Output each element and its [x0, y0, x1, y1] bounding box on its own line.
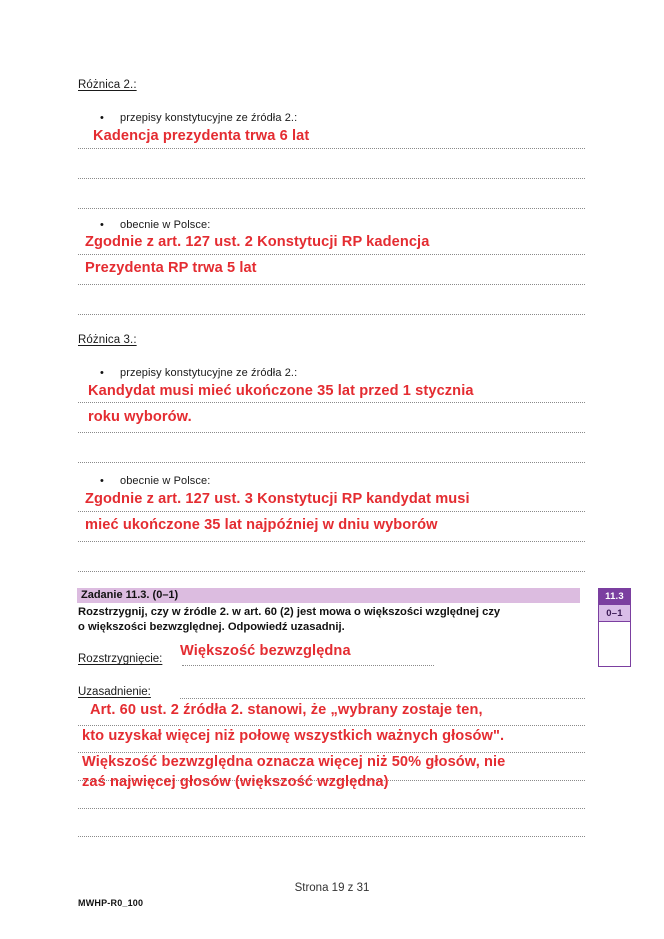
justification-rule[interactable] — [78, 808, 585, 809]
handwritten-justification-line: zaś najwięcej głosów (większość względna) — [82, 774, 389, 790]
answer-rule[interactable] — [78, 284, 585, 285]
handwritten-answer: Kadencja prezydenta trwa 6 lat — [93, 128, 310, 144]
justification-rule[interactable] — [78, 725, 585, 726]
task-header-label: Zadanie 11.3. (0–1) — [81, 589, 179, 601]
score-box-point-range: 0–1 — [599, 605, 630, 622]
answer-rule[interactable] — [78, 432, 585, 433]
answer-rule[interactable] — [78, 541, 585, 542]
answer-rule[interactable] — [78, 462, 585, 463]
footer-page-number: Strona 19 z 31 — [294, 882, 370, 894]
answer-rule[interactable] — [78, 314, 585, 315]
justification-label: Uzasadnienie: — [78, 686, 151, 698]
bullet-icon: • — [100, 367, 104, 379]
handwritten-answer: roku wyborów. — [88, 409, 192, 425]
bullet-icon: • — [100, 219, 104, 231]
answer-rule[interactable] — [78, 178, 585, 179]
handwritten-answer: Zgodnie z art. 127 ust. 3 Konstytucji RP kandydat musi — [85, 491, 470, 507]
handwritten-decision-answer: Większość bezwzględna — [180, 643, 351, 659]
answer-rule[interactable] — [78, 511, 585, 512]
bullet-item-label: przepisy konstytucyjne ze źródła 2.: — [120, 367, 298, 379]
answer-rule[interactable] — [78, 208, 585, 209]
decision-label: Rozstrzygnięcie: — [78, 653, 163, 665]
decision-rule[interactable] — [182, 665, 434, 666]
justification-rule[interactable] — [180, 698, 585, 699]
justification-rule[interactable] — [78, 836, 585, 837]
task-body-line-2: o większości bezwzględnej. Odpowiedź uzasadnij. — [78, 621, 345, 633]
handwritten-answer: Zgodnie z art. 127 ust. 2 Konstytucji RP kadencja — [85, 234, 430, 250]
bullet-item-prompt — [100, 367, 297, 379]
task-header-bar — [77, 588, 580, 603]
section-heading-roznica-2: Różnica 2.: — [78, 79, 137, 91]
answer-rule[interactable] — [78, 254, 585, 255]
bullet-icon: • — [100, 112, 104, 124]
bullet-item-prompt — [100, 219, 210, 231]
task-body-line-1: Rozstrzygnij, czy w źródle 2. w art. 60 (2) jest mowa o większości względnej czy — [78, 606, 501, 618]
bullet-item-label: przepisy konstytucyjne ze źródła 2.: — [120, 112, 298, 124]
bullet-item-prompt — [100, 112, 297, 124]
bullet-item-prompt — [100, 475, 210, 487]
score-box-marked-value[interactable] — [599, 622, 630, 666]
bullet-icon: • — [100, 475, 104, 487]
bullet-item-label: obecnie w Polsce: — [120, 219, 211, 231]
bullet-item-label: obecnie w Polsce: — [120, 475, 211, 487]
answer-rule[interactable] — [78, 571, 585, 572]
handwritten-answer: mieć ukończone 35 lat najpóźniej w dniu wyborów — [85, 517, 438, 533]
answer-rule[interactable] — [78, 148, 585, 149]
handwritten-justification-line: Większość bezwzględna oznacza więcej niż 50% głosów, nie — [82, 754, 506, 770]
score-box-task-number: 11.3 — [599, 589, 630, 605]
justification-rule[interactable] — [78, 752, 585, 753]
score-box — [598, 588, 631, 667]
handwritten-justification-line: kto uzyskał więcej niż połowę wszystkich ważnych głosów". — [82, 728, 505, 744]
section-heading-roznica-3: Różnica 3.: — [78, 334, 137, 346]
handwritten-answer: Kandydat musi mieć ukończone 35 lat przed 1 stycznia — [88, 383, 474, 399]
handwritten-answer: Prezydenta RP trwa 5 lat — [85, 260, 257, 276]
answer-rule[interactable] — [78, 402, 585, 403]
handwritten-justification-line: Art. 60 ust. 2 źródła 2. stanowi, że „wybrany zostaje ten, — [90, 702, 483, 718]
footer-document-code: MWHP-R0_100 — [78, 898, 144, 908]
